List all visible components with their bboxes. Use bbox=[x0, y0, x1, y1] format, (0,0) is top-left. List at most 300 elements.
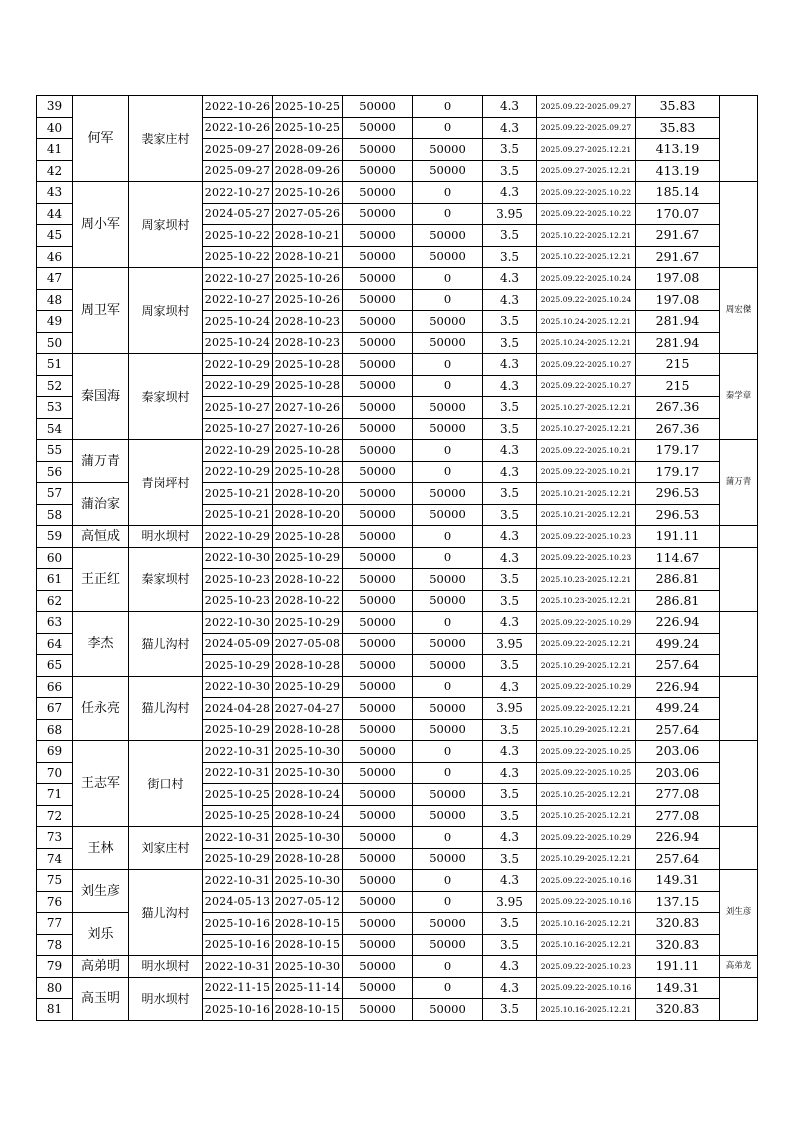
end-date-cell: 2028-10-28 bbox=[273, 848, 343, 870]
start-date-cell: 2025-10-29 bbox=[203, 719, 273, 741]
loan-amount-cell: 50000 bbox=[343, 805, 413, 827]
end-date-cell: 2027-05-26 bbox=[273, 203, 343, 225]
start-date-cell: 2022-10-27 bbox=[203, 182, 273, 204]
end-date-cell: 2028-10-28 bbox=[273, 719, 343, 741]
end-date-cell: 2028-10-22 bbox=[273, 590, 343, 612]
end-date-cell: 2027-04-27 bbox=[273, 698, 343, 720]
interest-period-cell: 2025.10.24-2025.12.21 bbox=[537, 332, 636, 354]
loan-amount-cell: 50000 bbox=[343, 762, 413, 784]
village-cell: 明水坝村 bbox=[129, 526, 203, 548]
balance-cell: 0 bbox=[413, 827, 483, 849]
subsidy-amount-cell: 203.06 bbox=[636, 741, 720, 763]
loan-amount-cell: 50000 bbox=[343, 160, 413, 182]
end-date-cell: 2025-10-30 bbox=[273, 741, 343, 763]
seq-cell: 56 bbox=[37, 461, 73, 483]
end-date-cell: 2025-10-30 bbox=[273, 827, 343, 849]
balance-cell: 50000 bbox=[413, 311, 483, 333]
village-cell: 猫儿沟村 bbox=[129, 612, 203, 677]
subsidy-amount-cell: 215 bbox=[636, 375, 720, 397]
end-date-cell: 2028-10-15 bbox=[273, 999, 343, 1021]
balance-cell: 0 bbox=[413, 289, 483, 311]
loan-amount-cell: 50000 bbox=[343, 203, 413, 225]
seq-cell: 52 bbox=[37, 375, 73, 397]
subsidy-amount-cell: 203.06 bbox=[636, 762, 720, 784]
end-date-cell: 2025-10-30 bbox=[273, 762, 343, 784]
interest-period-cell: 2025.09.22-2025.10.29 bbox=[537, 676, 636, 698]
seq-cell: 42 bbox=[37, 160, 73, 182]
subsidy-amount-cell: 226.94 bbox=[636, 676, 720, 698]
loan-amount-cell: 50000 bbox=[343, 375, 413, 397]
seq-cell: 70 bbox=[37, 762, 73, 784]
interest-rate-cell: 4.3 bbox=[483, 117, 537, 139]
interest-rate-cell: 3.95 bbox=[483, 698, 537, 720]
seq-cell: 41 bbox=[37, 139, 73, 161]
loan-amount-cell: 50000 bbox=[343, 870, 413, 892]
seq-cell: 64 bbox=[37, 633, 73, 655]
interest-period-cell: 2025.09.22-2025.10.22 bbox=[537, 203, 636, 225]
subsidy-amount-cell: 296.53 bbox=[636, 483, 720, 505]
seq-cell: 78 bbox=[37, 934, 73, 956]
subsidy-amount-cell: 320.83 bbox=[636, 999, 720, 1021]
start-date-cell: 2025-10-25 bbox=[203, 784, 273, 806]
interest-rate-cell: 3.5 bbox=[483, 848, 537, 870]
subsidy-amount-cell: 291.67 bbox=[636, 225, 720, 247]
interest-period-cell: 2025.10.29-2025.12.21 bbox=[537, 719, 636, 741]
subsidy-amount-cell: 114.67 bbox=[636, 547, 720, 569]
interest-rate-cell: 4.3 bbox=[483, 354, 537, 376]
borrower-name-cell: 周卫军 bbox=[73, 268, 129, 354]
end-date-cell: 2028-10-23 bbox=[273, 332, 343, 354]
balance-cell: 50000 bbox=[413, 934, 483, 956]
balance-cell: 50000 bbox=[413, 139, 483, 161]
start-date-cell: 2025-10-16 bbox=[203, 999, 273, 1021]
interest-rate-cell: 3.5 bbox=[483, 569, 537, 591]
subsidy-amount-cell: 191.11 bbox=[636, 956, 720, 978]
interest-period-cell: 2025.09.22-2025.09.27 bbox=[537, 117, 636, 139]
interest-rate-cell: 3.5 bbox=[483, 655, 537, 677]
loan-amount-cell: 50000 bbox=[343, 569, 413, 591]
borrower-name-cell: 李杰 bbox=[73, 612, 129, 677]
table-row bbox=[37, 870, 758, 892]
interest-period-cell: 2025.10.27-2025.12.21 bbox=[537, 418, 636, 440]
start-date-cell: 2025-10-25 bbox=[203, 805, 273, 827]
balance-cell: 50000 bbox=[413, 397, 483, 419]
start-date-cell: 2024-04-28 bbox=[203, 698, 273, 720]
seq-cell: 79 bbox=[37, 956, 73, 978]
seq-cell: 45 bbox=[37, 225, 73, 247]
balance-cell: 50000 bbox=[413, 569, 483, 591]
interest-period-cell: 2025.09.22-2025.10.29 bbox=[537, 827, 636, 849]
interest-rate-cell: 4.3 bbox=[483, 182, 537, 204]
interest-period-cell: 2025.09.22-2025.10.25 bbox=[537, 741, 636, 763]
table-row bbox=[37, 96, 758, 118]
table-row bbox=[37, 741, 758, 763]
end-date-cell: 2028-10-20 bbox=[273, 483, 343, 505]
interest-period-cell: 2025.09.22-2025.09.27 bbox=[537, 96, 636, 118]
start-date-cell: 2022-10-30 bbox=[203, 547, 273, 569]
interest-period-cell: 2025.09.22-2025.12.21 bbox=[537, 633, 636, 655]
loan-amount-cell: 50000 bbox=[343, 225, 413, 247]
interest-rate-cell: 4.3 bbox=[483, 870, 537, 892]
start-date-cell: 2022-10-30 bbox=[203, 676, 273, 698]
loan-amount-cell: 50000 bbox=[343, 268, 413, 290]
table-row bbox=[37, 547, 758, 569]
start-date-cell: 2025-10-22 bbox=[203, 246, 273, 268]
end-date-cell: 2025-11-14 bbox=[273, 977, 343, 999]
interest-rate-cell: 3.5 bbox=[483, 934, 537, 956]
balance-cell: 50000 bbox=[413, 418, 483, 440]
balance-cell: 50000 bbox=[413, 160, 483, 182]
balance-cell: 50000 bbox=[413, 999, 483, 1021]
loan-amount-cell: 50000 bbox=[343, 96, 413, 118]
start-date-cell: 2022-10-26 bbox=[203, 117, 273, 139]
balance-cell: 0 bbox=[413, 870, 483, 892]
loan-amount-cell: 50000 bbox=[343, 354, 413, 376]
subsidy-amount-cell: 170.07 bbox=[636, 203, 720, 225]
interest-period-cell: 2025.09.22-2025.10.25 bbox=[537, 762, 636, 784]
village-cell: 秦家坝村 bbox=[129, 354, 203, 440]
end-date-cell: 2025-10-29 bbox=[273, 676, 343, 698]
loan-amount-cell: 50000 bbox=[343, 289, 413, 311]
subsidy-amount-cell: 149.31 bbox=[636, 870, 720, 892]
balance-cell: 0 bbox=[413, 891, 483, 913]
interest-rate-cell: 3.5 bbox=[483, 590, 537, 612]
start-date-cell: 2025-10-24 bbox=[203, 332, 273, 354]
loan-amount-cell: 50000 bbox=[343, 182, 413, 204]
loan-amount-cell: 50000 bbox=[343, 461, 413, 483]
balance-cell: 0 bbox=[413, 956, 483, 978]
start-date-cell: 2024-05-09 bbox=[203, 633, 273, 655]
interest-rate-cell: 4.3 bbox=[483, 827, 537, 849]
balance-cell: 0 bbox=[413, 354, 483, 376]
seq-cell: 73 bbox=[37, 827, 73, 849]
subsidy-amount-cell: 499.24 bbox=[636, 633, 720, 655]
interest-rate-cell: 3.5 bbox=[483, 504, 537, 526]
borrower-name-cell: 任永亮 bbox=[73, 676, 129, 741]
start-date-cell: 2022-10-29 bbox=[203, 375, 273, 397]
seq-cell: 77 bbox=[37, 913, 73, 935]
interest-rate-cell: 4.3 bbox=[483, 547, 537, 569]
loan-amount-cell: 50000 bbox=[343, 440, 413, 462]
borrower-name-cell: 高玉明 bbox=[73, 977, 129, 1020]
interest-rate-cell: 4.3 bbox=[483, 440, 537, 462]
subsidy-amount-cell: 197.08 bbox=[636, 289, 720, 311]
village-cell: 周家坝村 bbox=[129, 268, 203, 354]
borrower-name-cell: 王正红 bbox=[73, 547, 129, 612]
interest-period-cell: 2025.10.29-2025.12.21 bbox=[537, 848, 636, 870]
subsidy-amount-cell: 137.15 bbox=[636, 891, 720, 913]
end-date-cell: 2028-10-28 bbox=[273, 655, 343, 677]
subsidy-amount-cell: 281.94 bbox=[636, 332, 720, 354]
interest-rate-cell: 3.5 bbox=[483, 246, 537, 268]
loan-amount-cell: 50000 bbox=[343, 483, 413, 505]
loan-amount-cell: 50000 bbox=[343, 612, 413, 634]
note-cell: 蒲万青 bbox=[720, 440, 758, 526]
start-date-cell: 2022-11-15 bbox=[203, 977, 273, 999]
interest-rate-cell: 4.3 bbox=[483, 526, 537, 548]
loan-amount-cell: 50000 bbox=[343, 827, 413, 849]
start-date-cell: 2022-10-29 bbox=[203, 440, 273, 462]
subsidy-amount-cell: 320.83 bbox=[636, 934, 720, 956]
balance-cell: 0 bbox=[413, 461, 483, 483]
end-date-cell: 2025-10-30 bbox=[273, 956, 343, 978]
start-date-cell: 2025-10-21 bbox=[203, 483, 273, 505]
note-cell bbox=[720, 741, 758, 827]
interest-rate-cell: 3.95 bbox=[483, 891, 537, 913]
interest-period-cell: 2025.10.22-2025.12.21 bbox=[537, 246, 636, 268]
interest-rate-cell: 4.3 bbox=[483, 289, 537, 311]
seq-cell: 76 bbox=[37, 891, 73, 913]
interest-rate-cell: 3.5 bbox=[483, 913, 537, 935]
end-date-cell: 2027-05-08 bbox=[273, 633, 343, 655]
start-date-cell: 2022-10-29 bbox=[203, 461, 273, 483]
balance-cell: 0 bbox=[413, 268, 483, 290]
subsidy-amount-cell: 179.17 bbox=[636, 461, 720, 483]
balance-cell: 50000 bbox=[413, 848, 483, 870]
interest-rate-cell: 3.5 bbox=[483, 999, 537, 1021]
seq-cell: 61 bbox=[37, 569, 73, 591]
village-cell: 刘家庄村 bbox=[129, 827, 203, 870]
interest-rate-cell: 3.5 bbox=[483, 719, 537, 741]
interest-rate-cell: 3.95 bbox=[483, 203, 537, 225]
interest-period-cell: 2025.10.27-2025.12.21 bbox=[537, 397, 636, 419]
village-cell: 街口村 bbox=[129, 741, 203, 827]
balance-cell: 0 bbox=[413, 526, 483, 548]
start-date-cell: 2025-09-27 bbox=[203, 160, 273, 182]
interest-rate-cell: 4.3 bbox=[483, 268, 537, 290]
village-cell: 明水坝村 bbox=[129, 956, 203, 978]
table-row bbox=[37, 956, 758, 978]
interest-period-cell: 2025.10.21-2025.12.21 bbox=[537, 504, 636, 526]
start-date-cell: 2025-10-16 bbox=[203, 913, 273, 935]
loan-amount-cell: 50000 bbox=[343, 547, 413, 569]
start-date-cell: 2022-10-29 bbox=[203, 526, 273, 548]
subsidy-amount-cell: 267.36 bbox=[636, 418, 720, 440]
start-date-cell: 2025-10-24 bbox=[203, 311, 273, 333]
end-date-cell: 2028-10-24 bbox=[273, 805, 343, 827]
start-date-cell: 2022-10-30 bbox=[203, 612, 273, 634]
end-date-cell: 2025-10-26 bbox=[273, 268, 343, 290]
balance-cell: 50000 bbox=[413, 698, 483, 720]
seq-cell: 59 bbox=[37, 526, 73, 548]
end-date-cell: 2025-10-28 bbox=[273, 461, 343, 483]
seq-cell: 39 bbox=[37, 96, 73, 118]
interest-period-cell: 2025.09.22-2025.10.16 bbox=[537, 977, 636, 999]
seq-cell: 47 bbox=[37, 268, 73, 290]
table-row bbox=[37, 526, 758, 548]
seq-cell: 51 bbox=[37, 354, 73, 376]
table-row bbox=[37, 827, 758, 849]
seq-cell: 80 bbox=[37, 977, 73, 999]
note-cell bbox=[720, 526, 758, 548]
seq-cell: 81 bbox=[37, 999, 73, 1021]
end-date-cell: 2028-09-26 bbox=[273, 139, 343, 161]
seq-cell: 55 bbox=[37, 440, 73, 462]
balance-cell: 50000 bbox=[413, 784, 483, 806]
end-date-cell: 2027-10-26 bbox=[273, 397, 343, 419]
end-date-cell: 2025-10-29 bbox=[273, 612, 343, 634]
borrower-name-cell: 王志军 bbox=[73, 741, 129, 827]
seq-cell: 54 bbox=[37, 418, 73, 440]
balance-cell: 50000 bbox=[413, 805, 483, 827]
interest-rate-cell: 3.5 bbox=[483, 332, 537, 354]
balance-cell: 0 bbox=[413, 676, 483, 698]
end-date-cell: 2025-10-28 bbox=[273, 354, 343, 376]
borrower-name-cell: 刘生彦 bbox=[73, 870, 129, 913]
subsidy-amount-cell: 257.64 bbox=[636, 848, 720, 870]
end-date-cell: 2028-10-21 bbox=[273, 246, 343, 268]
start-date-cell: 2022-10-31 bbox=[203, 827, 273, 849]
balance-cell: 50000 bbox=[413, 332, 483, 354]
note-cell: 刘生彦 bbox=[720, 870, 758, 956]
seq-cell: 68 bbox=[37, 719, 73, 741]
subsidy-amount-cell: 35.83 bbox=[636, 117, 720, 139]
seq-cell: 50 bbox=[37, 332, 73, 354]
start-date-cell: 2022-10-31 bbox=[203, 870, 273, 892]
note-cell: 秦学章 bbox=[720, 354, 758, 440]
borrower-name-cell: 高弟明 bbox=[73, 956, 129, 978]
interest-rate-cell: 3.5 bbox=[483, 805, 537, 827]
note-cell bbox=[720, 547, 758, 612]
start-date-cell: 2022-10-26 bbox=[203, 96, 273, 118]
village-cell: 裴家庄村 bbox=[129, 96, 203, 182]
table-row bbox=[37, 354, 758, 376]
end-date-cell: 2027-05-12 bbox=[273, 891, 343, 913]
seq-cell: 46 bbox=[37, 246, 73, 268]
balance-cell: 50000 bbox=[413, 633, 483, 655]
interest-period-cell: 2025.09.22-2025.10.23 bbox=[537, 547, 636, 569]
loan-amount-cell: 50000 bbox=[343, 977, 413, 999]
loan-amount-cell: 50000 bbox=[343, 418, 413, 440]
start-date-cell: 2025-10-29 bbox=[203, 848, 273, 870]
table-row bbox=[37, 676, 758, 698]
seq-cell: 48 bbox=[37, 289, 73, 311]
interest-period-cell: 2025.10.23-2025.12.21 bbox=[537, 590, 636, 612]
balance-cell: 0 bbox=[413, 612, 483, 634]
end-date-cell: 2025-10-29 bbox=[273, 547, 343, 569]
seq-cell: 58 bbox=[37, 504, 73, 526]
interest-period-cell: 2025.10.16-2025.12.21 bbox=[537, 934, 636, 956]
balance-cell: 50000 bbox=[413, 719, 483, 741]
balance-cell: 50000 bbox=[413, 225, 483, 247]
end-date-cell: 2028-10-20 bbox=[273, 504, 343, 526]
balance-cell: 0 bbox=[413, 741, 483, 763]
village-cell: 猫儿沟村 bbox=[129, 676, 203, 741]
loan-amount-cell: 50000 bbox=[343, 956, 413, 978]
balance-cell: 50000 bbox=[413, 913, 483, 935]
subsidy-amount-cell: 185.14 bbox=[636, 182, 720, 204]
interest-period-cell: 2025.10.25-2025.12.21 bbox=[537, 805, 636, 827]
loan-amount-cell: 50000 bbox=[343, 504, 413, 526]
loan-amount-cell: 50000 bbox=[343, 590, 413, 612]
subsidy-amount-cell: 226.94 bbox=[636, 612, 720, 634]
interest-rate-cell: 3.5 bbox=[483, 311, 537, 333]
interest-period-cell: 2025.09.22-2025.10.16 bbox=[537, 891, 636, 913]
interest-rate-cell: 3.5 bbox=[483, 397, 537, 419]
start-date-cell: 2025-10-21 bbox=[203, 504, 273, 526]
balance-cell: 0 bbox=[413, 375, 483, 397]
subsidy-amount-cell: 149.31 bbox=[636, 977, 720, 999]
interest-period-cell: 2025.09.22-2025.10.21 bbox=[537, 440, 636, 462]
subsidy-amount-cell: 286.81 bbox=[636, 569, 720, 591]
balance-cell: 50000 bbox=[413, 655, 483, 677]
borrower-name-cell: 秦国海 bbox=[73, 354, 129, 440]
end-date-cell: 2028-10-22 bbox=[273, 569, 343, 591]
end-date-cell: 2025-10-26 bbox=[273, 289, 343, 311]
balance-cell: 0 bbox=[413, 203, 483, 225]
seq-cell: 67 bbox=[37, 698, 73, 720]
subsidy-amount-cell: 296.53 bbox=[636, 504, 720, 526]
start-date-cell: 2022-10-31 bbox=[203, 741, 273, 763]
loan-amount-cell: 50000 bbox=[343, 311, 413, 333]
interest-period-cell: 2025.09.22-2025.12.21 bbox=[537, 698, 636, 720]
interest-rate-cell: 3.5 bbox=[483, 139, 537, 161]
loan-amount-cell: 50000 bbox=[343, 397, 413, 419]
interest-period-cell: 2025.09.22-2025.10.24 bbox=[537, 268, 636, 290]
subsidy-amount-cell: 499.24 bbox=[636, 698, 720, 720]
loan-amount-cell: 50000 bbox=[343, 698, 413, 720]
loan-amount-cell: 50000 bbox=[343, 891, 413, 913]
borrower-name-cell: 蒲万青 bbox=[73, 440, 129, 483]
loan-amount-cell: 50000 bbox=[343, 848, 413, 870]
interest-period-cell: 2025.09.22-2025.10.27 bbox=[537, 354, 636, 376]
interest-period-cell: 2025.10.23-2025.12.21 bbox=[537, 569, 636, 591]
loan-amount-cell: 50000 bbox=[343, 913, 413, 935]
end-date-cell: 2025-10-28 bbox=[273, 375, 343, 397]
interest-period-cell: 2025.10.21-2025.12.21 bbox=[537, 483, 636, 505]
village-cell: 明水坝村 bbox=[129, 977, 203, 1020]
balance-cell: 0 bbox=[413, 547, 483, 569]
start-date-cell: 2024-05-13 bbox=[203, 891, 273, 913]
start-date-cell: 2024-05-27 bbox=[203, 203, 273, 225]
subsidy-amount-cell: 320.83 bbox=[636, 913, 720, 935]
balance-cell: 0 bbox=[413, 117, 483, 139]
balance-cell: 50000 bbox=[413, 504, 483, 526]
interest-rate-cell: 4.3 bbox=[483, 956, 537, 978]
seq-cell: 74 bbox=[37, 848, 73, 870]
start-date-cell: 2022-10-31 bbox=[203, 956, 273, 978]
end-date-cell: 2028-10-24 bbox=[273, 784, 343, 806]
end-date-cell: 2028-09-26 bbox=[273, 160, 343, 182]
end-date-cell: 2025-10-30 bbox=[273, 870, 343, 892]
loan-amount-cell: 50000 bbox=[343, 741, 413, 763]
subsidy-amount-cell: 413.19 bbox=[636, 139, 720, 161]
subsidy-amount-cell: 281.94 bbox=[636, 311, 720, 333]
note-cell bbox=[720, 182, 758, 268]
interest-rate-cell: 3.5 bbox=[483, 225, 537, 247]
subsidy-amount-cell: 226.94 bbox=[636, 827, 720, 849]
note-cell bbox=[720, 612, 758, 677]
end-date-cell: 2025-10-28 bbox=[273, 440, 343, 462]
subsidy-amount-cell: 35.83 bbox=[636, 96, 720, 118]
start-date-cell: 2025-09-27 bbox=[203, 139, 273, 161]
interest-rate-cell: 4.3 bbox=[483, 977, 537, 999]
interest-period-cell: 2025.10.16-2025.12.21 bbox=[537, 913, 636, 935]
seq-cell: 65 bbox=[37, 655, 73, 677]
start-date-cell: 2022-10-27 bbox=[203, 289, 273, 311]
village-cell: 周家坝村 bbox=[129, 182, 203, 268]
balance-cell: 50000 bbox=[413, 590, 483, 612]
interest-rate-cell: 4.3 bbox=[483, 741, 537, 763]
subsidy-amount-cell: 179.17 bbox=[636, 440, 720, 462]
borrower-name-cell: 何军 bbox=[73, 96, 129, 182]
interest-rate-cell: 4.3 bbox=[483, 96, 537, 118]
loan-amount-cell: 50000 bbox=[343, 719, 413, 741]
interest-period-cell: 2025.09.22-2025.10.23 bbox=[537, 526, 636, 548]
balance-cell: 0 bbox=[413, 96, 483, 118]
loan-amount-cell: 50000 bbox=[343, 246, 413, 268]
interest-period-cell: 2025.09.27-2025.12.21 bbox=[537, 139, 636, 161]
